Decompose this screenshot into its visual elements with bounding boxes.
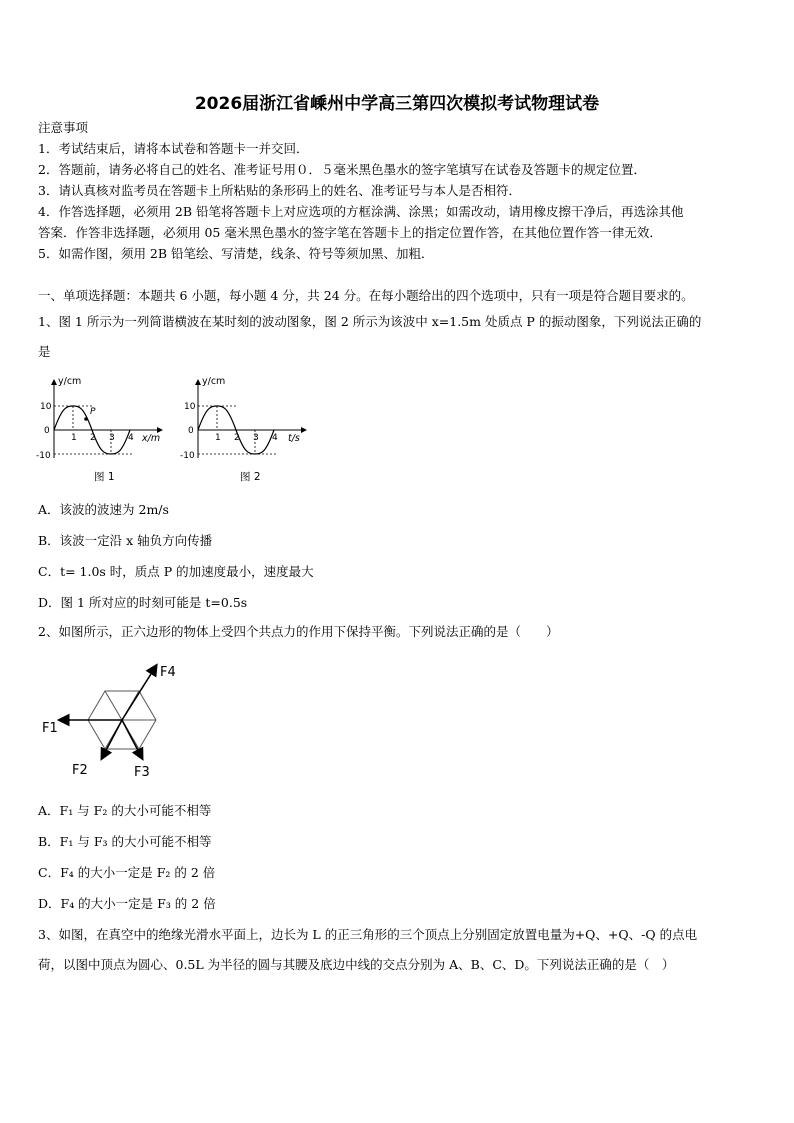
force-f4-label: F4 xyxy=(160,665,176,680)
y-tick: 10 xyxy=(40,402,52,412)
option-c: C．F₄ 的大小一定是 F₂ 的 2 倍 xyxy=(38,865,216,880)
figure-1-caption: 图 1 xyxy=(94,471,115,483)
vibration-graph-fig2 xyxy=(176,372,316,464)
point-p-label: P xyxy=(90,407,96,417)
x-axis-label: x/m xyxy=(142,433,161,444)
question-3-stem-cont: 荷，以图中顶点为圆心、0.5L 为半径的圆与其腰及底边中线的交点分别为 A、B、C、D。下列说法正确的是（ ） xyxy=(38,957,675,972)
y-tick: 0 xyxy=(188,426,194,436)
force-f3-label: F3 xyxy=(134,765,150,780)
force-f2-label: F2 xyxy=(72,763,88,778)
question-1-stem-cont: 是 xyxy=(38,344,51,359)
option-d: D．图 1 所对应的时刻可能是 t=0.5s xyxy=(38,595,248,610)
notice-item: 4．作答选择题，必须用 2B 铅笔将答题卡上对应选项的方框涂满、涂黑；如需改动，请用橡皮擦干净后，再选涂其他 xyxy=(38,204,684,219)
question-3-stem: 3、如图，在真空中的绝缘光滑水平面上，边长为 L 的正三角形的三个顶点上分别固定放置电量为+Q、+Q、-Q 的点电 xyxy=(38,927,698,942)
option-b: B．F₁ 与 F₃ 的大小可能不相等 xyxy=(38,834,212,849)
figure-2-caption: 图 2 xyxy=(240,471,261,483)
option-a: A．F₁ 与 F₂ 的大小可能不相等 xyxy=(38,803,212,818)
x-tick: 1 xyxy=(71,433,77,443)
page-title: 2026届浙江省嵊州中学高三第四次模拟考试物理试卷 xyxy=(194,94,600,114)
y-tick: 0 xyxy=(44,426,50,436)
x-tick: 4 xyxy=(272,433,278,443)
notice-item: 3．请认真核对监考员在答题卡上所粘贴的条形码上的姓名、准考证号与本人是否相符． xyxy=(38,183,521,198)
t-axis-label: t/s xyxy=(288,433,300,444)
notice-item: 1．考试结束后，请将本试卷和答题卡一并交回． xyxy=(38,141,309,156)
option-d: D．F₄ 的大小一定是 F₃ 的 2 倍 xyxy=(38,896,216,911)
x-tick: 1 xyxy=(215,433,221,443)
x-tick: 3 xyxy=(109,433,115,443)
y-axis-label: y/cm xyxy=(202,376,226,387)
question-1-stem: 1、图 1 所示为一列简谐横波在某时刻的波动图象，图 2 所示为该波中 x=1.5m 处质点 P 的振动图象，下列说法正确的 xyxy=(38,314,702,329)
notice-item: 2．答题前，请务必将自己的姓名、准考证号用０．５毫米黑色墨水的签字笔填写在试卷及答题卡的规定位置． xyxy=(38,162,646,177)
option-c: C．t= 1.0s 时，质点 P 的加速度最小，速度最大 xyxy=(38,564,314,579)
y-tick: -10 xyxy=(36,451,51,461)
notice-item: 答案．作答非选择题，必须用 05 毫米黑色墨水的签字笔在答题卡上的指定位置作答，在其他位置作答一律无效． xyxy=(38,225,662,240)
notice-item: 5．如需作图，须用 2B 铅笔绘、写清楚，线条、符号等须加黑、加粗． xyxy=(38,246,434,261)
x-tick: 2 xyxy=(234,433,240,443)
force-f1-label: F1 xyxy=(42,721,58,736)
hexagon-force-diagram xyxy=(36,656,186,784)
option-a: A．该波的波速为 2m/s xyxy=(38,502,169,517)
question-2-stem: 2、如图所示，正六边形的物体上受四个共点力的作用下保持平衡。下列说法正确的是（ ） xyxy=(38,624,559,639)
option-b: B．该波一定沿 x 轴负方向传播 xyxy=(38,533,213,548)
notice-heading: 注意事项 xyxy=(38,120,89,135)
y-tick: -10 xyxy=(180,451,195,461)
section-heading: 一、单项选择题：本题共 6 小题，每小题 4 分，共 24 分。在每小题给出的四个选项中，只有一项是符合题目要求的。 xyxy=(38,288,694,303)
x-tick: 2 xyxy=(90,433,96,443)
x-tick: 3 xyxy=(253,433,259,443)
wave-graph-fig1 xyxy=(32,372,172,464)
y-axis-label: y/cm xyxy=(58,376,82,387)
x-tick: 4 xyxy=(128,433,134,443)
y-tick: 10 xyxy=(184,402,196,412)
